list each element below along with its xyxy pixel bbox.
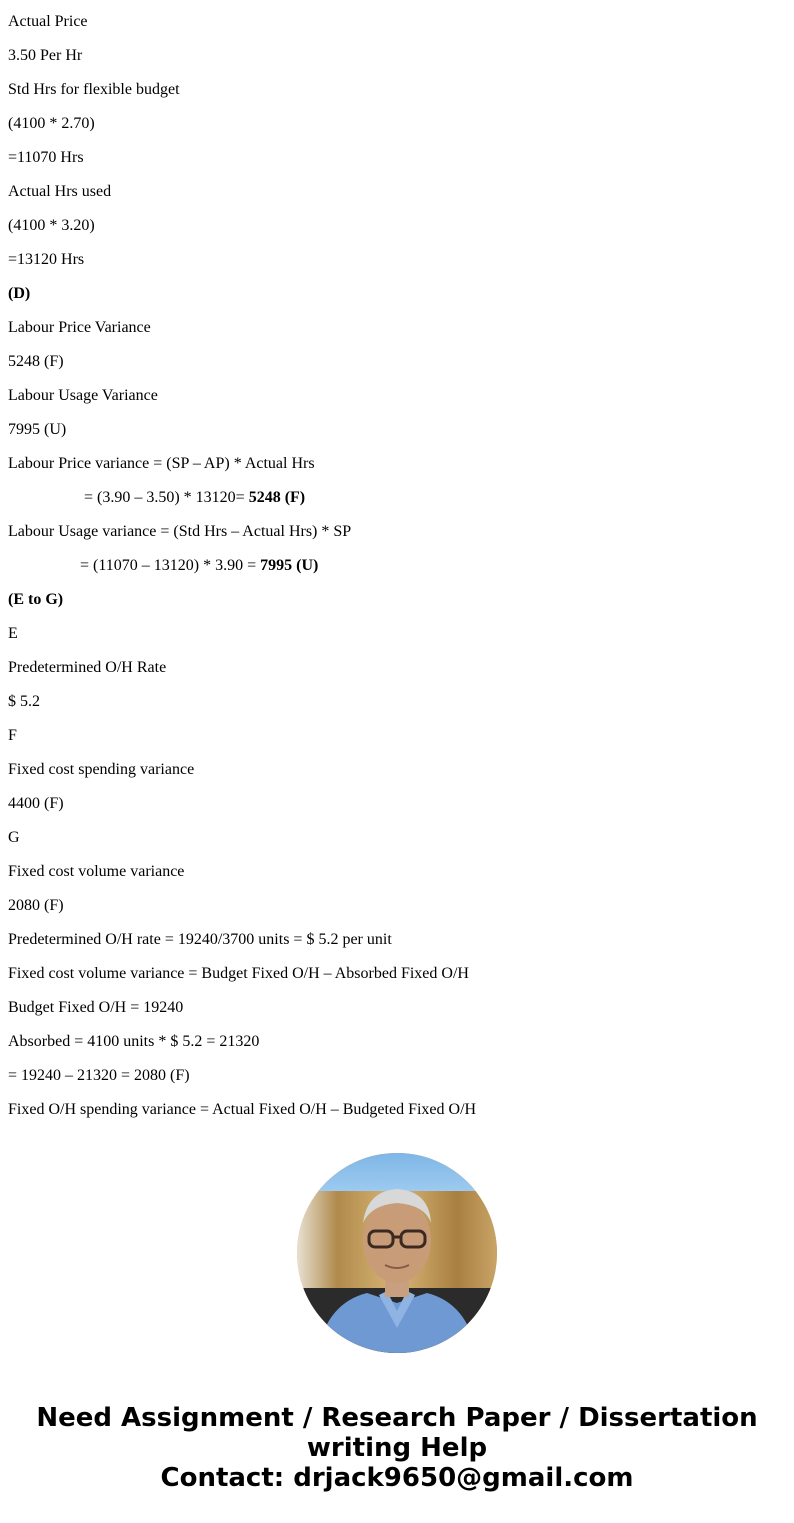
line-text: 3.50 Per Hr [8,47,83,64]
footer-contact: Contact: drjack9650@gmail.com [160,1463,634,1493]
line-text: E [8,625,18,642]
line-text: = 19240 – 21320 = 2080 (F) [8,1067,190,1084]
document-line [8,999,788,1033]
line-text: Labour Usage variance = (Std Hrs – Actual Hrs) * SP [8,523,352,540]
document-line [8,13,788,47]
line-text: =11070 Hrs [8,149,84,166]
line-text: (E to G) [8,591,64,608]
document-line [8,591,788,625]
line-text: =13120 Hrs [8,251,85,268]
document-line [8,931,788,965]
result-value: 7995 (U) [260,557,319,574]
document-line [8,455,788,489]
document-line [8,353,788,387]
document-line [8,761,788,795]
promo-footer [0,1403,794,1493]
line-text: 5248 (F) [8,353,64,370]
line-text: Actual Price [8,13,88,30]
document-line [8,659,788,693]
line-text: Labour Price variance = (SP – AP) * Actual Hrs [8,455,315,472]
document-line [8,625,788,659]
document-line [8,217,788,251]
line-text: (4100 * 3.20) [8,217,95,234]
document-line [8,251,788,285]
document-line [8,1101,788,1135]
document-line [8,965,788,999]
line-text: 7995 (U) [8,421,67,438]
document-body [8,13,788,1135]
document-line [8,285,788,319]
footer-line-2: writing Help [306,1433,488,1463]
line-text: Std Hrs for flexible budget [8,81,180,98]
footer-line-1: Need Assignment / Research Paper / Dissertation [36,1403,758,1433]
line-text: Fixed cost volume variance = Budget Fixed O/H – Absorbed Fixed O/H [8,965,469,982]
line-text: = (11070 – 13120) * 3.90 = [8,557,261,574]
line-text: 4400 (F) [8,795,64,812]
document-line [8,489,788,523]
document-line [8,523,788,557]
line-text: Actual Hrs used [8,183,112,200]
line-text: Fixed cost spending variance [8,761,195,778]
line-text: (4100 * 2.70) [8,115,95,132]
document-line [8,557,788,591]
line-text: G [8,829,20,846]
author-avatar [297,1153,497,1353]
line-text: Labour Price Variance [8,319,151,336]
result-value: 5248 (F) [248,489,306,506]
document-line [8,115,788,149]
document-line [8,387,788,421]
document-line [8,1033,788,1067]
line-text: 2080 (F) [8,897,64,914]
document-line [8,1067,788,1101]
document-line [8,319,788,353]
document-line [8,897,788,931]
line-text: F [8,727,17,744]
document-line [8,863,788,897]
line-text: Absorbed = 4100 units * $ 5.2 = 21320 [8,1033,260,1050]
line-text: Fixed cost volume variance [8,863,185,880]
line-text: Fixed O/H spending variance = Actual Fixed O/H – Budgeted Fixed O/H [8,1101,477,1118]
document-line [8,693,788,727]
line-text: Predetermined O/H Rate [8,659,167,676]
document-line [8,421,788,455]
line-text: = (3.90 – 3.50) * 13120= [8,489,249,506]
document-line [8,47,788,81]
document-line [8,727,788,761]
line-text: $ 5.2 [8,693,40,710]
document-line [8,795,788,829]
document-line [8,81,788,115]
person-photo-icon [297,1153,497,1353]
document-line [8,149,788,183]
line-text: (D) [8,285,31,302]
line-text: Budget Fixed O/H = 19240 [8,999,184,1016]
document-line [8,829,788,863]
line-text: Predetermined O/H rate = 19240/3700 units = $ 5.2 per unit [8,931,392,948]
line-text: Labour Usage Variance [8,387,158,404]
document-line [8,183,788,217]
